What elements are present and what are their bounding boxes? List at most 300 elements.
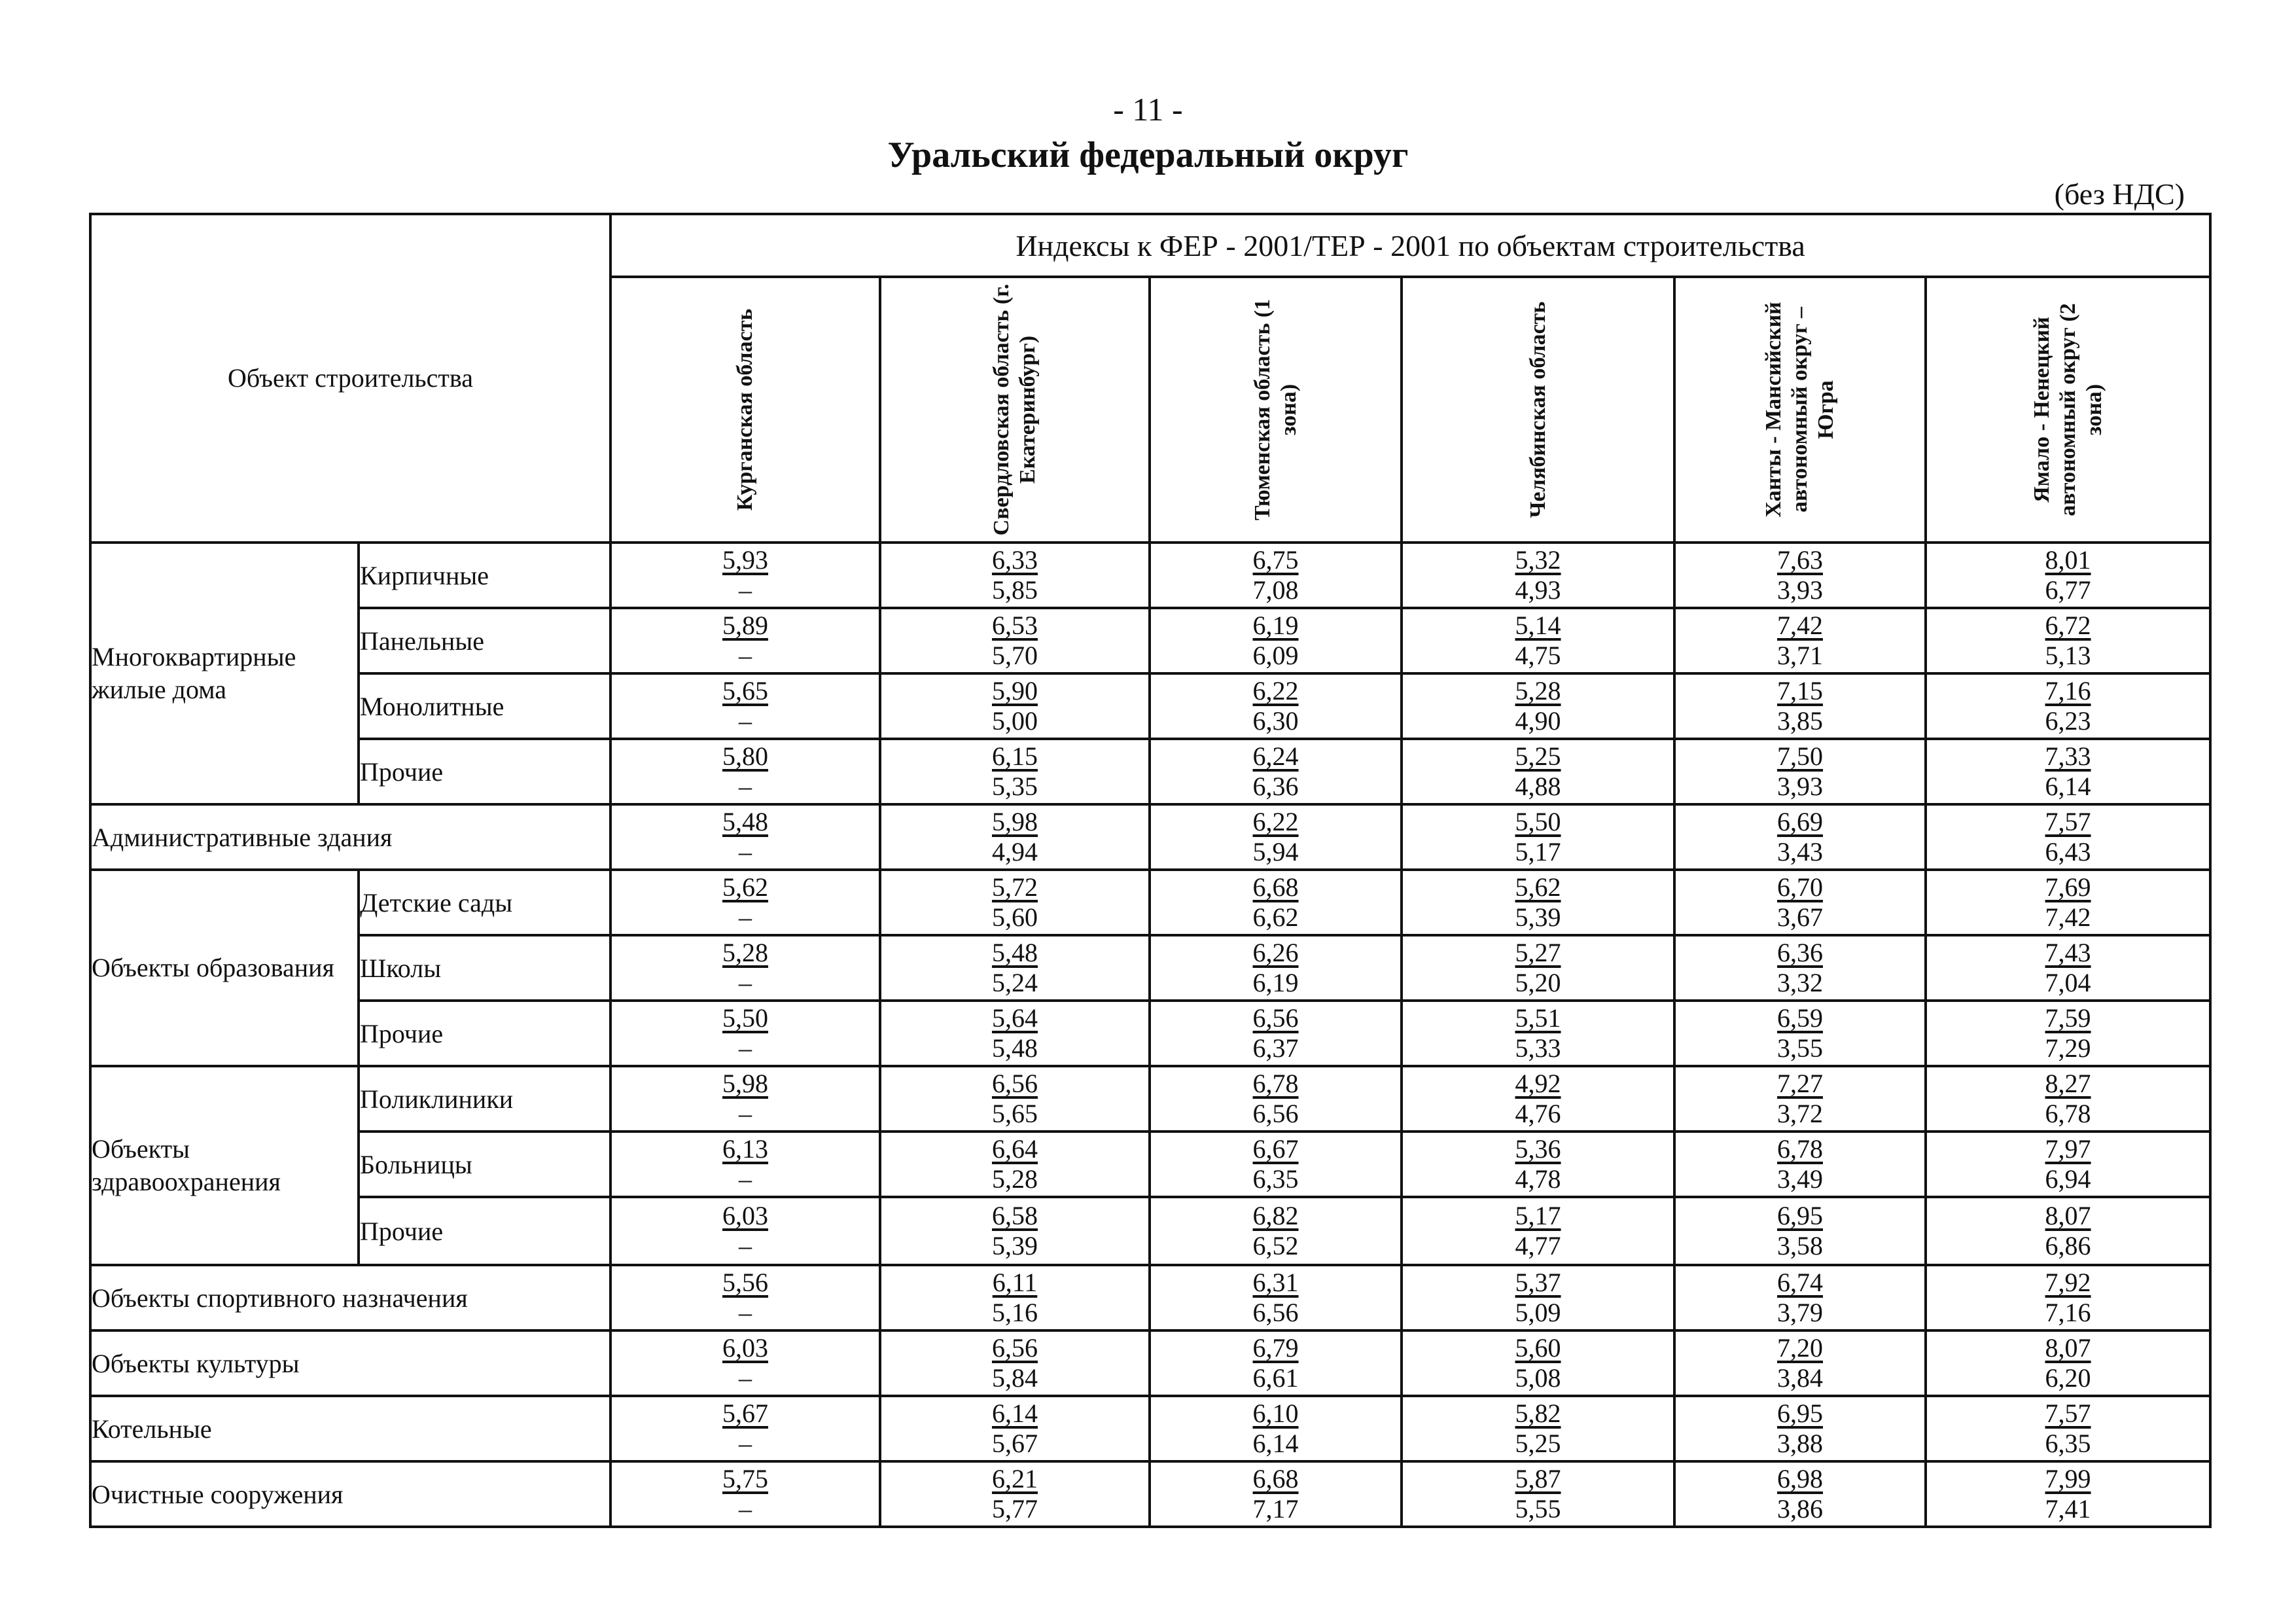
page-title: Уральский федеральный округ: [887, 135, 1409, 175]
table-row: [90, 1330, 2210, 1396]
subcategory-label: Прочие: [359, 739, 610, 804]
index-ter: 5,08: [1515, 1363, 1561, 1393]
index-cell: [1674, 1265, 1926, 1330]
index-fer: 5,89: [722, 611, 769, 640]
index-fer: 6,56: [992, 1333, 1038, 1363]
index-cell: [1150, 935, 1402, 1001]
index-ter: –: [739, 968, 752, 997]
index-ter: 5,13: [2045, 641, 2091, 670]
index-cell: [1926, 870, 2210, 935]
index-cell: [610, 739, 880, 804]
index-fer: 7,92: [2045, 1268, 2091, 1297]
index-fer: 5,93: [722, 545, 769, 575]
index-cell: [1674, 1461, 1926, 1527]
index-fer: 6,22: [1252, 676, 1299, 705]
index-fer: 7,33: [2045, 741, 2091, 771]
index-fer: 7,69: [2045, 872, 2091, 902]
header-row: [90, 214, 2210, 277]
index-ter: 3,49: [1777, 1164, 1824, 1194]
index-cell: [1926, 608, 2210, 673]
index-ter: 6,56: [1252, 1099, 1299, 1128]
index-fer: 8,07: [2045, 1333, 2091, 1363]
index-fer: 7,57: [2045, 807, 2091, 836]
index-ter: –: [739, 902, 752, 932]
index-fer: 6,19: [1252, 611, 1299, 640]
index-ter: 6,77: [2045, 575, 2091, 605]
index-fer: 5,98: [992, 807, 1038, 836]
index-ter: 7,04: [2045, 968, 2091, 997]
index-fer: 7,16: [2045, 676, 2091, 705]
index-cell: [1150, 804, 1402, 870]
index-ter: 5,35: [992, 772, 1038, 801]
index-fer: 6,68: [1252, 1464, 1299, 1493]
index-cell: [1926, 804, 2210, 870]
index-ter: 7,17: [1252, 1494, 1299, 1524]
index-ter: 5,60: [992, 902, 1038, 932]
region-header: [1150, 277, 1402, 543]
index-fer: 6,56: [992, 1069, 1038, 1098]
index-ter: 6,14: [1252, 1429, 1299, 1458]
table-row: [90, 1265, 2210, 1330]
index-fer: 6,13: [722, 1134, 769, 1164]
index-cell: [1674, 1001, 1926, 1066]
index-fer: 6,95: [1777, 1399, 1824, 1428]
index-fer: 5,56: [722, 1268, 769, 1297]
index-ter: 6,36: [1252, 772, 1299, 801]
index-cell: [1926, 1330, 2210, 1396]
index-ter: 3,86: [1777, 1494, 1824, 1524]
index-fer: 6,26: [1252, 938, 1299, 967]
index-fer: 7,42: [1777, 611, 1824, 640]
index-ter: 4,93: [1515, 575, 1561, 605]
index-cell: [1402, 608, 1674, 673]
index-cell: [1926, 673, 2210, 739]
index-ter: 3,67: [1777, 902, 1824, 932]
index-cell: [610, 608, 880, 673]
index-fer: 6,95: [1777, 1201, 1824, 1230]
index-cell: [1402, 804, 1674, 870]
index-cell: [610, 1001, 880, 1066]
index-ter: 7,42: [2045, 902, 2091, 932]
index-cell: [1674, 1066, 1926, 1132]
index-ter: 6,23: [2045, 706, 2091, 736]
index-cell: [1674, 1132, 1926, 1197]
index-fer: 6,72: [2045, 611, 2091, 640]
index-cell: [1402, 1066, 1674, 1132]
index-cell: [610, 804, 880, 870]
index-cell: [610, 1330, 880, 1396]
index-ter: 6,94: [2045, 1164, 2091, 1194]
index-cell: [880, 1265, 1150, 1330]
table-row: [90, 1461, 2210, 1527]
category-label: Объекты здравоохранения: [90, 1066, 359, 1265]
index-cell: [1402, 1330, 1674, 1396]
index-fer: 6,74: [1777, 1268, 1824, 1297]
index-cell: [1150, 1132, 1402, 1197]
region-header: [1926, 277, 2210, 543]
index-fer: 5,50: [1515, 807, 1561, 836]
index-ter: 3,58: [1777, 1231, 1824, 1260]
index-fer: 7,57: [2045, 1399, 2091, 1428]
index-ter: 5,55: [1515, 1494, 1561, 1524]
index-fer: 5,65: [722, 676, 769, 705]
index-cell: [880, 935, 1150, 1001]
index-ter: 5,28: [992, 1164, 1038, 1194]
index-ter: 5,84: [992, 1363, 1038, 1393]
index-ter: 5,39: [1515, 902, 1561, 932]
index-fer: 5,82: [1515, 1399, 1561, 1428]
index-ter: 7,29: [2045, 1033, 2091, 1063]
index-ter: 6,35: [2045, 1429, 2091, 1458]
index-fer: 7,15: [1777, 676, 1824, 705]
object-header: Объект строительства: [90, 214, 610, 543]
index-ter: 5,48: [992, 1033, 1038, 1063]
index-fer: 6,78: [1252, 1069, 1299, 1098]
index-fer: 6,82: [1252, 1201, 1299, 1230]
index-ter: 5,09: [1515, 1298, 1561, 1327]
index-fer: 7,20: [1777, 1333, 1824, 1363]
index-ter: 3,43: [1777, 837, 1824, 866]
index-cell: [1402, 1001, 1674, 1066]
index-ter: 6,62: [1252, 902, 1299, 932]
index-cell: [1150, 608, 1402, 673]
index-ter: –: [739, 772, 752, 801]
index-fer: 6,36: [1777, 938, 1824, 967]
index-fer: 5,80: [722, 741, 769, 771]
index-cell: [880, 870, 1150, 935]
index-fer: 7,27: [1777, 1069, 1824, 1098]
index-ter: 6,19: [1252, 968, 1299, 997]
index-cell: [1674, 1197, 1926, 1265]
index-ter: 4,90: [1515, 706, 1561, 736]
region-header: [1674, 277, 1926, 543]
index-ter: 4,75: [1515, 641, 1561, 670]
index-fer: 6,68: [1252, 872, 1299, 902]
index-fer: 6,31: [1252, 1268, 1299, 1297]
index-cell: [1674, 935, 1926, 1001]
index-cell: [1674, 804, 1926, 870]
index-cell: [1402, 673, 1674, 739]
index-ter: –: [739, 1231, 752, 1260]
index-cell: [1926, 1265, 2210, 1330]
unit-note: (без НДС): [2054, 177, 2185, 211]
index-ter: 3,71: [1777, 641, 1824, 670]
table-header: [90, 214, 2210, 543]
category-label: Многоквартирные жилые дома: [90, 543, 359, 804]
index-ter: 5,77: [992, 1494, 1038, 1524]
index-cell: [1150, 673, 1402, 739]
index-fer: 5,90: [992, 676, 1038, 705]
index-ter: 6,61: [1252, 1363, 1299, 1393]
index-cell: [1926, 1461, 2210, 1527]
index-cell: [610, 1066, 880, 1132]
index-ter: 5,20: [1515, 968, 1561, 997]
index-ter: 5,24: [992, 968, 1038, 997]
index-fer: 8,27: [2045, 1069, 2091, 1098]
index-ter: 5,17: [1515, 837, 1561, 866]
index-cell: [1402, 1265, 1674, 1330]
page-number: - 11 -: [1113, 91, 1183, 128]
index-fer: 6,53: [992, 611, 1038, 640]
index-fer: 7,97: [2045, 1134, 2091, 1164]
index-ter: 6,78: [2045, 1099, 2091, 1128]
index-cell: [1150, 1066, 1402, 1132]
index-fer: 7,63: [1777, 545, 1824, 575]
region-label: Ханты - Мансийский автономный округ – Югра: [1761, 302, 1839, 518]
index-cell: [1150, 543, 1402, 608]
index-cell: [1402, 1197, 1674, 1265]
index-cell: [1402, 1461, 1674, 1527]
region-header: [880, 277, 1150, 543]
index-cell: [1926, 1066, 2210, 1132]
index-ter: –: [739, 1164, 752, 1194]
region-label: Ямало - Ненецкий автономный округ (2 зона): [2029, 303, 2106, 516]
index-fer: 6,33: [992, 545, 1038, 575]
index-ter: 6,09: [1252, 641, 1299, 670]
index-cell: [880, 543, 1150, 608]
index-ter: 3,84: [1777, 1363, 1824, 1393]
index-ter: 4,88: [1515, 772, 1561, 801]
category-label: Объекты культуры: [90, 1330, 610, 1396]
region-label: Челябинская область: [1525, 301, 1550, 518]
index-fer: 6,59: [1777, 1003, 1824, 1033]
index-fer: 6,70: [1777, 872, 1824, 902]
index-ter: 7,16: [2045, 1298, 2091, 1327]
index-fer: 4,92: [1515, 1069, 1561, 1098]
index-ter: 3,93: [1777, 772, 1824, 801]
subcategory-label: Панельные: [359, 608, 610, 673]
index-fer: 5,62: [1515, 872, 1561, 902]
index-ter: 6,43: [2045, 837, 2091, 866]
table-row: [90, 673, 2210, 739]
index-fer: 7,99: [2045, 1464, 2091, 1493]
index-fer: 7,43: [2045, 938, 2091, 967]
subcategory-label: Детские сады: [359, 870, 610, 935]
table-row: [90, 608, 2210, 673]
index-header: Индексы к ФЕР - 2001/ТЕР - 2001 по объектам строительства: [610, 214, 2210, 277]
index-cell: [1674, 739, 1926, 804]
index-ter: 6,35: [1252, 1164, 1299, 1194]
category-label: Административные здания: [90, 804, 610, 870]
index-cell: [1402, 935, 1674, 1001]
index-fer: 6,15: [992, 741, 1038, 771]
index-fer: 7,50: [1777, 741, 1824, 771]
index-cell: [880, 1197, 1150, 1265]
index-cell: [1402, 739, 1674, 804]
table-row: [90, 870, 2210, 935]
index-fer: 5,87: [1515, 1464, 1561, 1493]
region-header: [610, 277, 880, 543]
subcategory-label: Прочие: [359, 1197, 610, 1265]
index-ter: 4,78: [1515, 1164, 1561, 1194]
index-ter: 3,79: [1777, 1298, 1824, 1327]
index-ter: 5,16: [992, 1298, 1038, 1327]
index-ter: 6,14: [2045, 772, 2091, 801]
table-row: [90, 1001, 2210, 1066]
index-fer: 7,59: [2045, 1003, 2091, 1033]
index-fer: 6,56: [1252, 1003, 1299, 1033]
table-row: [90, 1396, 2210, 1461]
index-cell: [1926, 935, 2210, 1001]
table-row: [90, 1132, 2210, 1197]
index-table: [89, 213, 2212, 1528]
index-ter: 6,86: [2045, 1231, 2091, 1260]
index-cell: [1150, 1330, 1402, 1396]
index-cell: [880, 1330, 1150, 1396]
index-ter: 3,93: [1777, 575, 1824, 605]
index-ter: 7,08: [1252, 575, 1299, 605]
region-header: [1402, 277, 1674, 543]
index-cell: [1926, 1197, 2210, 1265]
index-fer: 5,32: [1515, 545, 1561, 575]
index-cell: [1926, 1001, 2210, 1066]
index-fer: 6,21: [992, 1464, 1038, 1493]
index-cell: [1150, 1265, 1402, 1330]
index-cell: [1674, 673, 1926, 739]
index-cell: [1150, 1461, 1402, 1527]
table-row: [90, 739, 2210, 804]
region-label: Тюменская область (1 зона): [1250, 298, 1301, 521]
index-fer: 6,11: [992, 1268, 1038, 1297]
index-ter: 3,55: [1777, 1033, 1824, 1063]
index-ter: 4,94: [992, 837, 1038, 866]
index-cell: [880, 739, 1150, 804]
index-fer: 5,51: [1515, 1003, 1561, 1033]
index-cell: [1674, 608, 1926, 673]
index-fer: 6,75: [1252, 545, 1299, 575]
index-fer: 8,01: [2045, 545, 2091, 575]
index-cell: [1150, 739, 1402, 804]
index-ter: –: [739, 1298, 752, 1327]
index-cell: [610, 935, 880, 1001]
index-cell: [610, 1197, 880, 1265]
index-ter: 3,72: [1777, 1099, 1824, 1128]
subcategory-label: Школы: [359, 935, 610, 1001]
index-ter: –: [739, 1494, 752, 1524]
table-row: [90, 1197, 2210, 1265]
index-fer: 6,10: [1252, 1399, 1299, 1428]
index-fer: 6,03: [722, 1333, 769, 1363]
index-cell: [610, 1265, 880, 1330]
table-row: [90, 1066, 2210, 1132]
index-cell: [610, 870, 880, 935]
index-cell: [1926, 1132, 2210, 1197]
index-ter: 6,56: [1252, 1298, 1299, 1327]
index-fer: 5,50: [722, 1003, 769, 1033]
index-fer: 5,48: [722, 807, 769, 836]
index-ter: 6,37: [1252, 1033, 1299, 1063]
index-fer: 6,03: [722, 1201, 769, 1230]
index-fer: 6,58: [992, 1201, 1038, 1230]
category-label: Котельные: [90, 1396, 610, 1461]
index-fer: 6,64: [992, 1134, 1038, 1164]
index-ter: 6,20: [2045, 1363, 2091, 1393]
index-ter: –: [739, 575, 752, 605]
index-fer: 5,28: [722, 938, 769, 967]
index-fer: 5,27: [1515, 938, 1561, 967]
index-fer: 6,22: [1252, 807, 1299, 836]
index-cell: [1674, 1396, 1926, 1461]
index-fer: 8,07: [2045, 1201, 2091, 1230]
index-ter: 4,77: [1515, 1231, 1561, 1260]
category-label: Объекты спортивного назначения: [90, 1265, 610, 1330]
index-ter: 3,85: [1777, 706, 1824, 736]
index-cell: [1402, 1132, 1674, 1197]
region-label: Свердловская область (г. Екатеринбург): [989, 283, 1040, 536]
index-cell: [610, 543, 880, 608]
index-ter: 5,85: [992, 575, 1038, 605]
table-row: [90, 935, 2210, 1001]
index-fer: 5,14: [1515, 611, 1561, 640]
index-fer: 5,64: [992, 1003, 1038, 1033]
index-cell: [1150, 1197, 1402, 1265]
index-fer: 5,28: [1515, 676, 1561, 705]
index-ter: –: [739, 1099, 752, 1128]
category-label: Очистные сооружения: [90, 1461, 610, 1527]
index-fer: 5,98: [722, 1069, 769, 1098]
index-cell: [880, 1461, 1150, 1527]
index-cell: [1926, 739, 2210, 804]
index-fer: 6,14: [992, 1399, 1038, 1428]
index-cell: [880, 608, 1150, 673]
index-ter: 5,65: [992, 1099, 1038, 1128]
index-ter: 5,33: [1515, 1033, 1561, 1063]
index-fer: 5,36: [1515, 1134, 1561, 1164]
index-fer: 6,78: [1777, 1134, 1824, 1164]
index-cell: [1674, 543, 1926, 608]
index-cell: [1402, 543, 1674, 608]
subcategory-label: Монолитные: [359, 673, 610, 739]
index-fer: 6,79: [1252, 1333, 1299, 1363]
index-ter: 4,76: [1515, 1099, 1561, 1128]
index-fer: 6,69: [1777, 807, 1824, 836]
index-cell: [880, 804, 1150, 870]
index-cell: [880, 1396, 1150, 1461]
index-cell: [1674, 1330, 1926, 1396]
index-cell: [1402, 870, 1674, 935]
index-fer: 5,48: [992, 938, 1038, 967]
subcategory-label: Поликлиники: [359, 1066, 610, 1132]
index-cell: [880, 1132, 1150, 1197]
index-cell: [1674, 870, 1926, 935]
index-ter: –: [739, 1429, 752, 1458]
index-fer: 6,98: [1777, 1464, 1824, 1493]
index-fer: 5,17: [1515, 1201, 1561, 1230]
table-row: [90, 804, 2210, 870]
subcategory-label: Больницы: [359, 1132, 610, 1197]
index-ter: 5,70: [992, 641, 1038, 670]
index-fer: 5,62: [722, 872, 769, 902]
index-ter: –: [739, 706, 752, 736]
index-fer: 6,24: [1252, 741, 1299, 771]
index-ter: 5,39: [992, 1231, 1038, 1260]
index-ter: 7,41: [2045, 1494, 2091, 1524]
index-ter: 5,67: [992, 1429, 1038, 1458]
table-body: [90, 543, 2210, 1527]
index-cell: [610, 1461, 880, 1527]
index-fer: 6,67: [1252, 1134, 1299, 1164]
index-fer: 5,67: [722, 1399, 769, 1428]
index-fer: 5,60: [1515, 1333, 1561, 1363]
index-ter: 5,25: [1515, 1429, 1561, 1458]
subcategory-label: Кирпичные: [359, 543, 610, 608]
index-cell: [880, 1001, 1150, 1066]
subcategory-label: Прочие: [359, 1001, 610, 1066]
index-ter: –: [739, 1363, 752, 1393]
category-label: Объекты образования: [90, 870, 359, 1066]
index-ter: 3,32: [1777, 968, 1824, 997]
index-ter: 5,00: [992, 706, 1038, 736]
